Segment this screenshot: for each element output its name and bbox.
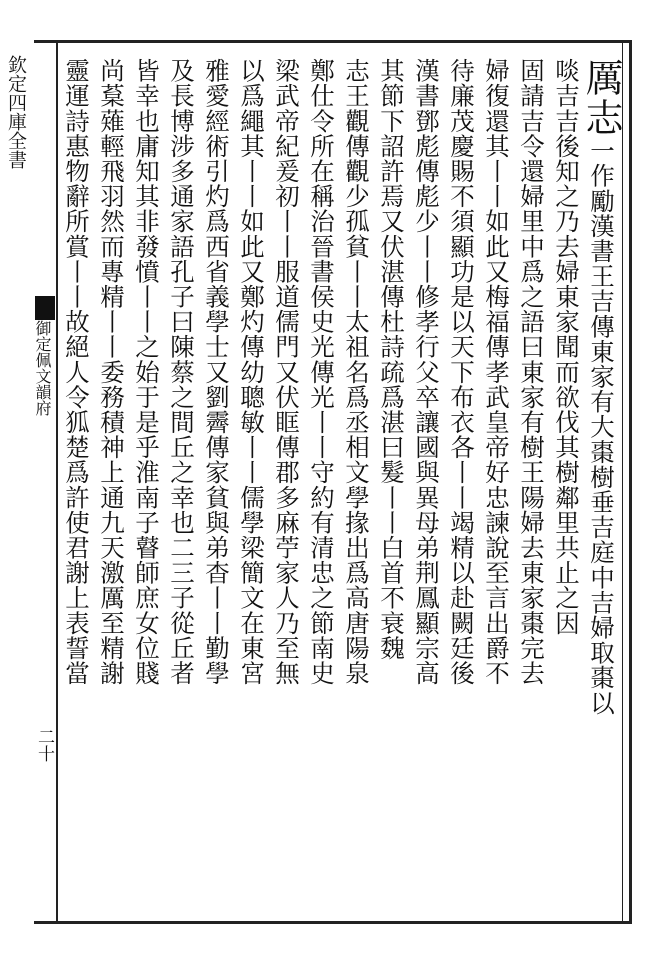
entry-heading: 厲志 — [579, 58, 623, 138]
text-column: 漢書鄧彪傳彪少丨丨修孝行父卒讓國與異母弟荆鳳顯宗高 — [412, 58, 441, 686]
text-column: 志王觀傳觀少孤貧丨丨太祖名爲丞相文學掾出爲高唐陽泉 — [342, 58, 371, 686]
text-column: 鄭仕令所在稱治晉書侯史光傳光丨丨守約有清忠之節南史 — [307, 58, 336, 686]
gutter-subtitle: 御定佩文韻府 — [33, 320, 52, 416]
text-column: 固請吉令還婦里中爲之語曰東家有樹王陽婦去東家棗完去 — [517, 58, 546, 686]
column-text: 一作勵漢書王吉傳東家有大棗樹垂吉庭中吉婦取棗以 — [587, 138, 616, 716]
text-column: 梁武帝紀爰初丨丨服道儒門又伏眶傳郡多麻苧家人乃至無 — [272, 58, 301, 686]
text-column: 待廉茂慶賜不須顯功是以天下布衣各丨丨竭精以赴闕廷後 — [447, 58, 476, 686]
right-border-line-inner — [622, 40, 623, 924]
text-column: 尚葈薙輕飛羽然而專精丨丨委務積神上通九天激厲至精謝 — [97, 58, 126, 686]
text-column: 雅愛經術引灼爲西省義學士又劉霽傳家貧與弟杳丨丨勤學 — [202, 58, 231, 686]
text-column: 婦復還其丨丨如此又梅福傳孝武皇帝好忠諫說至言出爵不 — [482, 58, 511, 686]
top-border-line — [34, 40, 632, 43]
text-column: 其節下詔許焉又伏湛傳杜詩疏爲湛曰髮丨丨白首不衰魏 — [377, 58, 406, 661]
gutter-title: 欽定四庫全書 — [5, 55, 27, 169]
text-column: 啖吉吉後知之乃去婦東家聞而欲伐其樹鄰里共止之因 — [552, 58, 581, 636]
text-column: 皆幸也庸知其非發憤丨丨之始于是乎淮南子瞽師庶女位賤 — [132, 58, 161, 686]
fishtail-mark — [35, 296, 55, 320]
text-column: 靈運詩惠物辭所賞丨丨故絕人令狐楚爲許使君謝上表誓當 — [62, 58, 91, 686]
text-column: 及長博涉多通家語孔子曰陳蔡之間丘之幸也二三子從丘者 — [167, 58, 196, 686]
bottom-border-line — [34, 921, 632, 924]
page-number: 二十 — [34, 728, 54, 762]
text-column: 以爲繩其丨丨如此又鄭灼傳幼聰敏丨丨儒學梁簡文在東宮 — [237, 58, 266, 686]
right-border-line-outer — [629, 40, 632, 924]
text-column — [579, 58, 623, 918]
